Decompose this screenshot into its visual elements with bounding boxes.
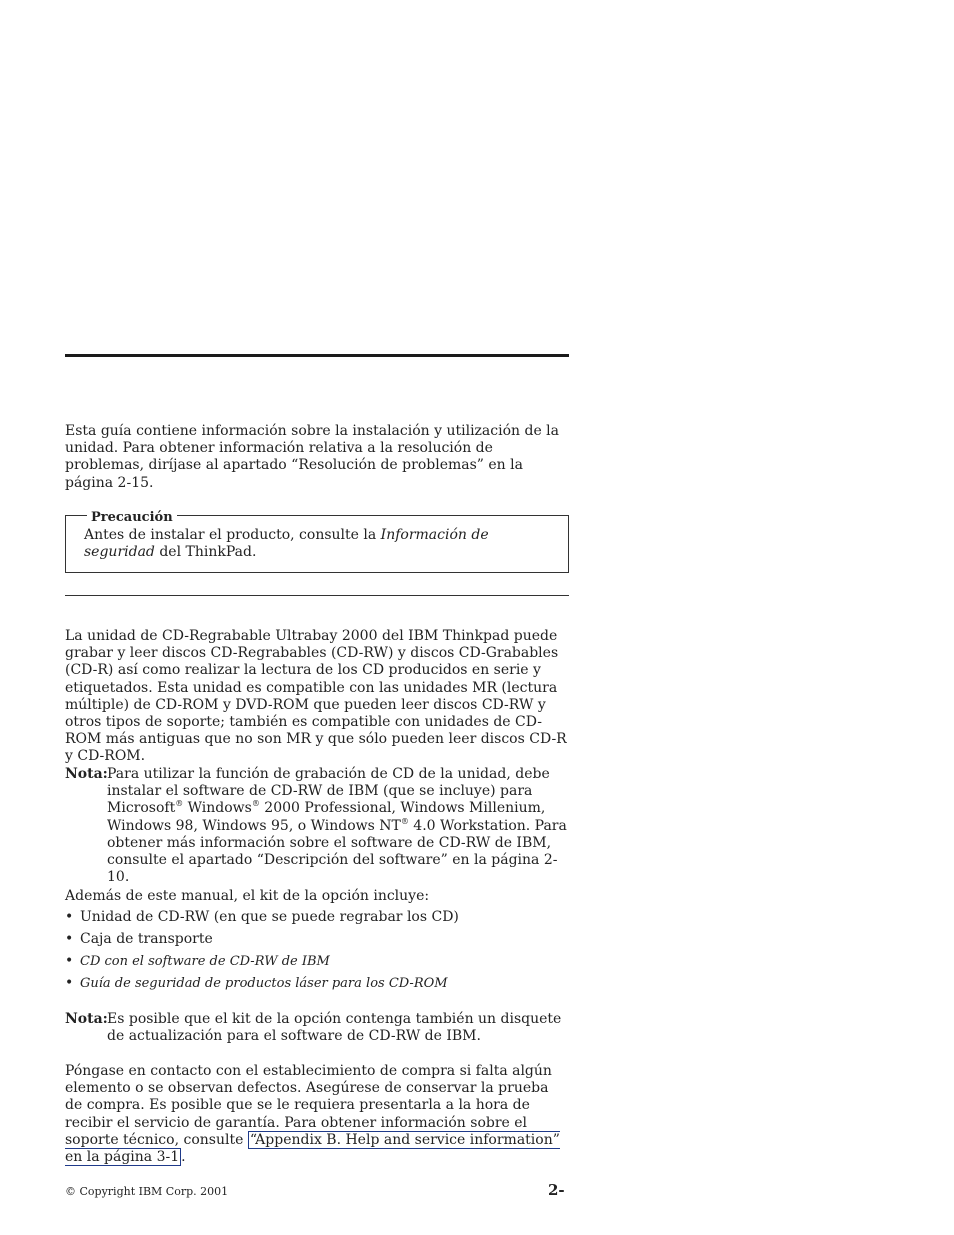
appendix-b-link[interactable]: “Appendix B. Help and service information” en la página 3-1	[65, 1131, 560, 1166]
bullet-icon: •	[65, 975, 74, 991]
caution-text: Antes de instalar el producto, consulte la Información de seguridad del ThinkPad.	[84, 527, 489, 561]
chapter-rule	[65, 354, 569, 357]
bullet-icon: •	[65, 931, 74, 947]
description-paragraph: La unidad de CD-Regrabable Ultrabay 2000 del IBM Thinkpad puede grabar y leer discos CD-Regrabables (CD-RW) y discos CD-Grabables (CD-R) así como realizar la lectura de los CD producidos en serie y etiquetados. Esta unidad es compatible con las unidades MR (lectura múltiple) de CD-ROM y DVD-ROM que pueden leer discos CD-RW y otros tipos de soporte; también es compatible con unidades de CD-ROM más antiguas que no son MR y que sólo pueden leer discos CD-R y CD-ROM.	[65, 628, 567, 765]
caution-title: Precaución	[87, 510, 177, 526]
note-label: Nota:	[65, 766, 108, 782]
section-rule	[65, 595, 569, 596]
copyright: © Copyright IBM Corp. 2001	[65, 1185, 229, 1198]
note-diskette-text: Es posible que el kit de la opción contenga también un disquete de actualización para el software de CD-RW de IBM.	[107, 1011, 562, 1045]
safety-info-title: Información de seguridad	[84, 527, 489, 561]
bullet-icon: •	[65, 953, 74, 969]
note-label: Nota:	[65, 1011, 108, 1027]
contact-paragraph: Póngase en contacto con el establecimiento de compra si falta algún elemento o se observan defectos. Asegúrese de conservar la prueba de compra. Es posible que se le requiera presentarla a la hora de recibir el servicio de garantía. Para obtener información sobre el soporte técnico, consulte “Appendix B. Help and service information” en la página 3-1 .	[65, 1063, 560, 1166]
bullet-icon: •	[65, 909, 74, 925]
kit-intro: Además de este manual, el kit de la opción incluye:	[65, 888, 430, 904]
note-software-text: Para utilizar la función de grabación de CD de la unidad, debe instalar el software de CD-RW de IBM (que se incluye) para Microsoft® Windows® 2000 Professional, Windows Millenium, Windows 98, Windows 95, o Windows NT® 4.0 Workstation. Para obtener más información sobre el software de CD-RW de IBM, consulte el apartado “Descripción del software” en la página 2-10.	[107, 766, 567, 886]
page-number: 2-	[548, 1181, 565, 1199]
intro-paragraph: Esta guía contiene información sobre la instalación y utilización de la unidad. Para obtener información relativa a la resolución de problemas, diríjase al apartado “Resolución de problemas” en la página 2-15.	[65, 423, 559, 491]
